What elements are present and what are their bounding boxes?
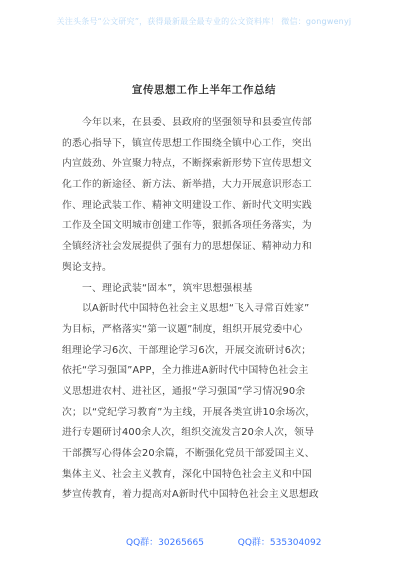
promo-banner: 关注头条号“公文研究”，获得最新最全最专业的公文资料库！ 微信：gongwenyj: [56, 17, 352, 26]
body-line: 以A新时代中国特色社会主义思想“飞入寻常百姓家”: [82, 303, 310, 315]
body-line: 全镇经济社会发展提供了强有力的思想保证、精神动力和: [62, 241, 312, 253]
footer-contact: [126, 535, 321, 548]
body-line: 化工作的新途径、新方法、新举措，大力开展意识形态工: [62, 179, 312, 191]
body-line: 为目标，严格落实“第一议题”制度，组织开展党委中心: [62, 323, 303, 335]
body-line: 集体主义、社会主义教育，深化中国特色社会主义和中国: [62, 468, 312, 480]
qq-group-1: QQ群：30265665: [126, 538, 204, 548]
qq-group-2: QQ群：535304092: [237, 538, 322, 548]
body-line: 干部撰写心得体会20余篇，不断强化党员干部爱国主义、: [62, 448, 315, 459]
body-line: 舆论支持。: [62, 261, 112, 273]
body-line: 依托“学习强国”APP，全力推进A新时代中国特色社会主: [62, 365, 309, 377]
body-line: 义思想进农村、进社区，通报“学习强国”学习情况90余: [62, 385, 306, 397]
section-heading: 一、理论武装“固本”，筑牢思想强根基: [82, 282, 253, 294]
body-line: 工作及全国文明城市创建工作等，狠抓各项任务落实，为: [62, 220, 312, 232]
body-line: 的悉心指导下，镇宣传思想工作围绕全镇中心工作，突出: [62, 137, 312, 149]
document-title: 宣传思想工作上半年工作总结: [131, 84, 277, 96]
body-line: 内宣鼓劲、外宣聚力特点，不断探索新形势下宣传思想文: [62, 158, 312, 170]
document-body: [62, 113, 354, 506]
body-line: 今年以来，在县委、县政府的坚强领导和县委宣传部: [82, 117, 312, 128]
body-line: 次；以“党纪学习教育”为主线，开展各类宣讲10余场次，: [62, 406, 316, 418]
body-line: 组理论学习6次、干部理论学习6次，开展交流研讨6次；: [62, 344, 312, 356]
body-line: 梦宣传教育，着力提高对A新时代中国特色社会主义思想政: [62, 489, 319, 501]
body-line: 作、理论武装工作、精神文明建设工作、新时代文明实践: [62, 199, 312, 211]
body-line: 进行专题研讨400余人次，组织交流发言20余人次，领导: [62, 427, 315, 439]
